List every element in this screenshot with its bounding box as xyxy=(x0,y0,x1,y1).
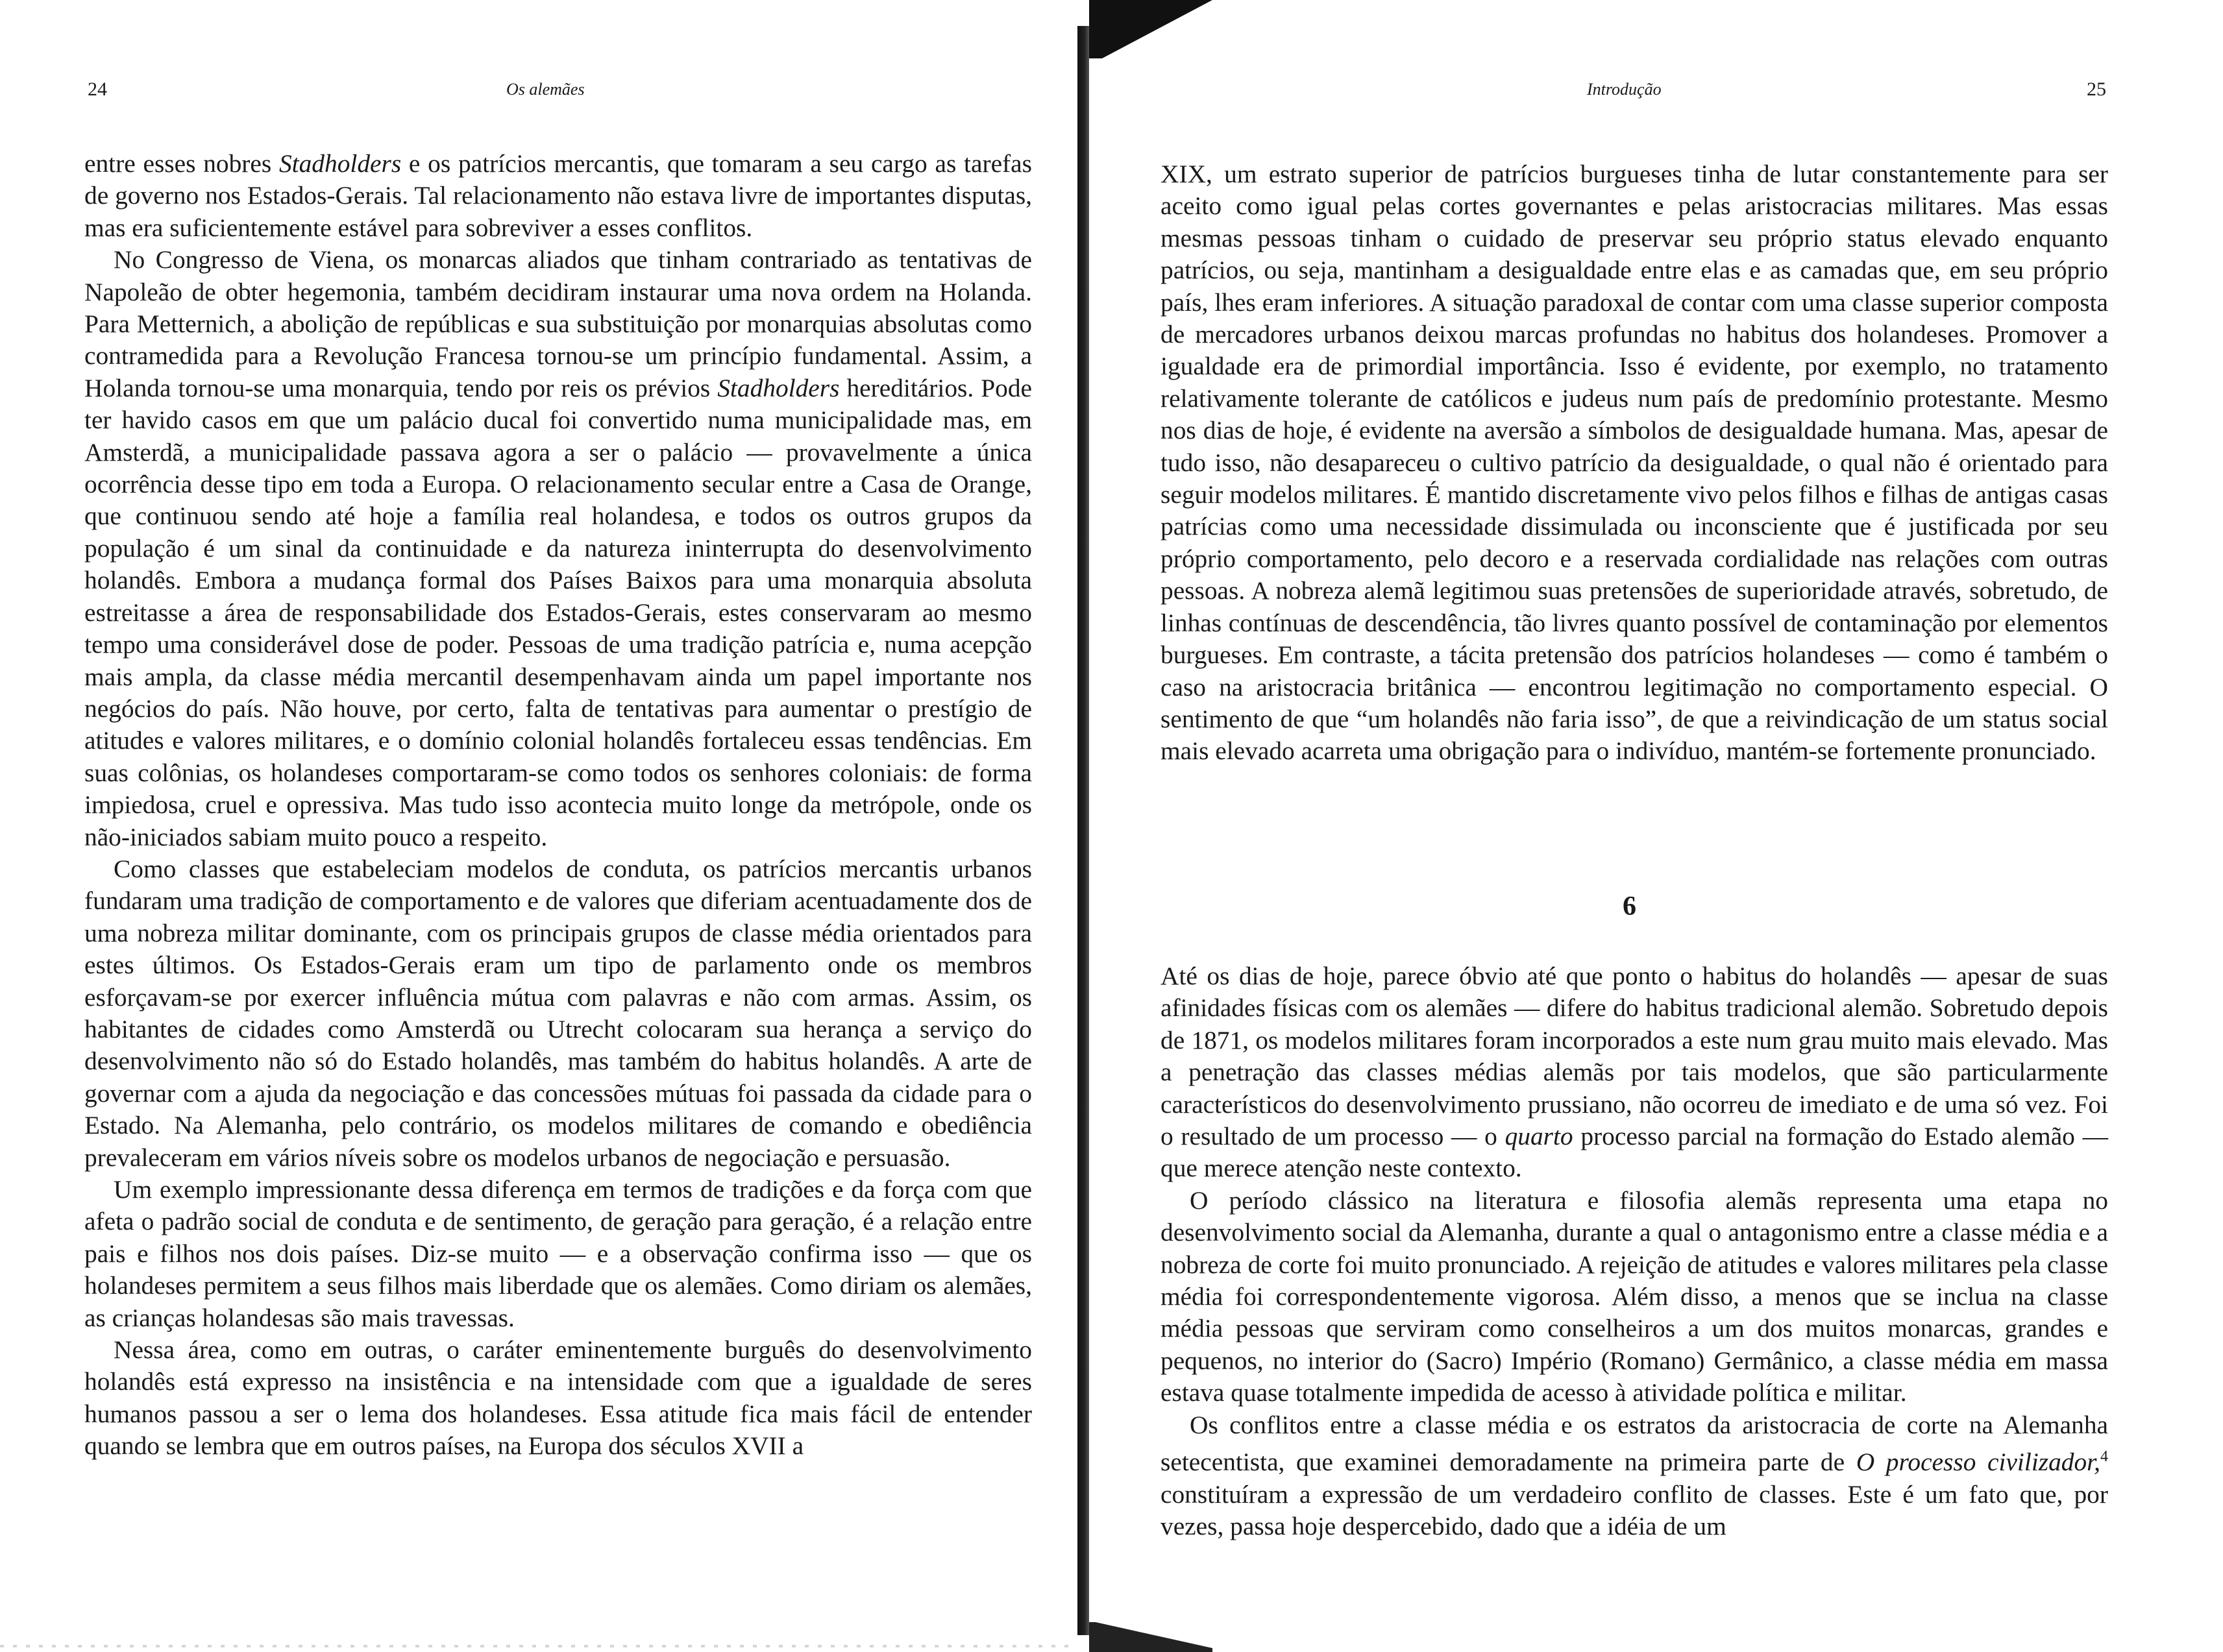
text-run: Até os dias de hoje, parece óbvio até que ponto o habitus do holandês — apesar de suas afinidades físicas com os alemães — difere do habitus tradicional alemão. Sobretudo depois de 1871, os modelos militares foram incorporados a este num grau muito mais elevado. Mas a penetração das classes médias alemãs por tais modelos, que são particularmente característicos do desenvolvimento prussiano, não ocorreu de imediato e de uma só vez. Foi o resultado de um processo — o xyxy=(1161,962,2108,1151)
right-running-head: Introdução xyxy=(1587,80,1662,99)
text-run: entre esses nobres xyxy=(84,149,279,178)
right-body-text-upper xyxy=(1161,158,2108,768)
footnote-marker[interactable]: 4 xyxy=(2100,1448,2108,1466)
paragraph xyxy=(1161,158,2108,768)
text-run: hereditários. Pode ter havido casos em que um palácio ducal foi convertido numa municipalidade mas, em Amsterdã, a municipalidade passava agora a ser o palácio — provavelmente a única ocorrência desse tipo em toda a Europa. O relacionamento secular entre a Casa de Orange, que continuou sendo até hoje a família real holandesa, e todos os outros grupos da população é um sinal da continuidade e da natureza ininterrupta do desenvolvimento holandês. Embora a mudança formal dos Países Baixos para uma monarquia absoluta estreitasse a área de responsabilidade dos Estados-Gerais, estes conservaram ao mesmo tempo uma considerável dose de poder. Pessoas de uma tradição patrícia e, numa acepção mais ampla, da classe média mercantil desempenhavam ainda um papel importante nos negócios do país. Não houve, por certo, falta de tentativas para aumentar o prestígio de atitudes e valores militares, e o domínio colonial holandês fortaleceu essas tendências. Em suas colônias, os holandeses comportaram-se como todos os senhores coloniais: de forma impiedosa, cruel e opressiva. Mas tudo isso acontecia muito longe da metrópole, onde os não-iniciados sabiam muito pouco a respeito. xyxy=(84,373,1033,851)
paragraph xyxy=(84,1334,1032,1463)
paragraph xyxy=(1161,960,2108,1185)
text-run: Um exemplo impressionante dessa diferença em termos de tradições e da força com que afeta o padrão social de conduta e de sentimento, de geração para geração, é a relação entre pais e filhos nos dois países. Diz-se muito — e a observação confirma isso — que os holandeses permitem a seus filhos mais liberdade que os alemães. Como diriam os alemães, as crianças holandesas são mais travessas. xyxy=(84,1175,1032,1332)
section-number: 6 xyxy=(1623,892,1636,921)
paragraph xyxy=(84,148,1032,244)
text-run: Os conflitos entre a classe média e os estratos da aristocracia de corte na Alemanha setecentista, que examinei demoradamente na primeira parte de xyxy=(1161,1410,2108,1477)
text-run: No Congresso de Viena, os monarcas aliados que tinham contrariado as tentativas de Napoleão de obter hegemonia, também decidiram instaurar uma nova ordem na Holanda. Para Metternich, a abolição de repúblicas e sua substituição por monarquias absolutas como contramedida para a Revolução Francesa tornou-se um princípio fundamental. Assim, a Holanda tornou-se uma monarquia, tendo por reis os prévios xyxy=(84,245,1032,402)
italic-book-title: O processo civilizador, xyxy=(1856,1448,2100,1477)
italic-term: quarto xyxy=(1505,1122,1573,1151)
left-page-number: 24 xyxy=(88,79,107,100)
paragraph xyxy=(84,1174,1032,1334)
text-run: XIX, um estrato superior de patrícios burgueses tinha de lutar constantemente para ser aceito como igual pelas cortes governantes e pelas aristocracias militares. Mas essas mesmas pessoas tinham o cuidado de preservar seu próprio status elevado enquanto patrícios, ou seja, mantinham a desigualdade entre elas e as camadas que, em seu próprio país, lhes eram inferiores. A situação paradoxal de contar com uma classe superior composta de mercadores urbanos deixou marcas profundas no habitus dos holandeses. Promover a igualdade era de primordial importância. Isso é evidente, por exemplo, no tratamento relativamente tolerante de católicos e judeus num país de predomínio protestante. Mesmo nos dias de hoje, é evidente na aversão a símbolos de desigualdade humana. Mas, apesar de tudo isso, não desapareceu o cultivo patrício da desigualdade, o qual não é orientado para seguir modelos militares. É mantido discretamente vivo pelos filhos e filhas de antigas casas patrícias como uma necessidade dissimulada ou inconsciente que é justificada por seu próprio comportamento, pelo decoro e a reservada cordialidade nas relações com outras pessoas. A nobreza alemã legitimou suas pretensões de superioridade através, sobretudo, de linhas contínuas de descendência, tão livres quanto possível de contaminação por elementos burgueses. Em contraste, a tácita pretensão dos patrícios holandeses — como é também o caso na aristocracia britânica — encontrou legitimação no comportamento especial. O sentimento de que “um holandês não faria isso”, de que a reivindicação de um status social mais elevado acarreta uma obrigação para o indivíduo, mantém-se fortemente pronunciado. xyxy=(1161,160,2108,766)
right-page-number: 25 xyxy=(2087,79,2106,100)
text-run: processo parcial na formação do Estado alemão — que merece atenção neste contexto. xyxy=(1161,1122,2108,1183)
text-run: Nessa área, como em outras, o caráter eminentemente burguês do desenvolvimento holandês está expresso na insistência e na intensidade com que a igualdade de seres humanos passou a ser o lema dos holandeses. Essa atitude fica mais fácil de entender quando se lembra que em outros países, na Europa dos séculos XVII a xyxy=(84,1335,1032,1461)
left-page xyxy=(0,0,1064,1652)
paragraph xyxy=(1161,1409,2108,1543)
text-run: O período clássico na literatura e filosofia alemãs representa uma etapa no desenvolvimento social da Alemanha, durante a qual o antagonismo entre a classe média e a nobreza de corte foi muito pronunciado. A rejeição de atitudes e valores militares pela classe média foi correspondentemente vigorosa. Além disso, a menos que se inclua na classe média pessoas que serviram como conselheiros a um dos muitos monarcas, grandes e pequenos, no interior do (Sacro) Império (Romano) Germânico, a classe média em massa estava quase totalmente impedida de acesso à atividade política e militar. xyxy=(1161,1185,2108,1407)
scan-edge-noise xyxy=(0,1645,1077,1647)
paragraph xyxy=(84,244,1032,853)
left-body-text xyxy=(84,148,1032,1463)
italic-term: Stadholders xyxy=(278,149,402,178)
paragraph xyxy=(84,853,1032,1174)
left-running-head: Os alemães xyxy=(506,80,585,99)
right-body-text-lower xyxy=(1161,960,2108,1542)
italic-term: Stadholders xyxy=(717,373,840,402)
text-run: e os patrícios mercantis, que tomaram a seu cargo as tarefas de governo nos Estados-Gerais. Tal relacionamento não estava livre de importantes disputas, mas era suficientemente estável para sobreviver a esses conflitos. xyxy=(84,149,1032,242)
text-run: constituíram a expressão de um verdadeiro conflito de classes. Este é um fato que, por vezes, passa hoje despercebido, dado que a idéia de um xyxy=(1161,1479,2108,1541)
paragraph xyxy=(1161,1185,2108,1409)
text-run: Como classes que estabeleciam modelos de conduta, os patrícios mercantis urbanos fundaram uma tradição de comportamento e de valores que diferiam acentuadamente dos de uma nobreza militar dominante, com os principais grupos de classe média orientados para estes últimos. Os Estados-Gerais eram um tipo de parlamento onde os membros esforçavam-se por exercer influência mútua com palavras e não com armas. Assim, os habitantes de cidades como Amsterdã ou Utrecht colocaram sua herança a serviço do desenvolvimento não só do Estado holandês, mas também do habitus holandês. A arte de governar com a ajuda da negociação e das concessões mútuas foi passada da cidade para o Estado. Na Alemanha, pelo contrário, os modelos militares de comando e obediência prevaleceram em vários níveis sobre os modelos urbanos de negociação e persuasão. xyxy=(84,854,1032,1172)
